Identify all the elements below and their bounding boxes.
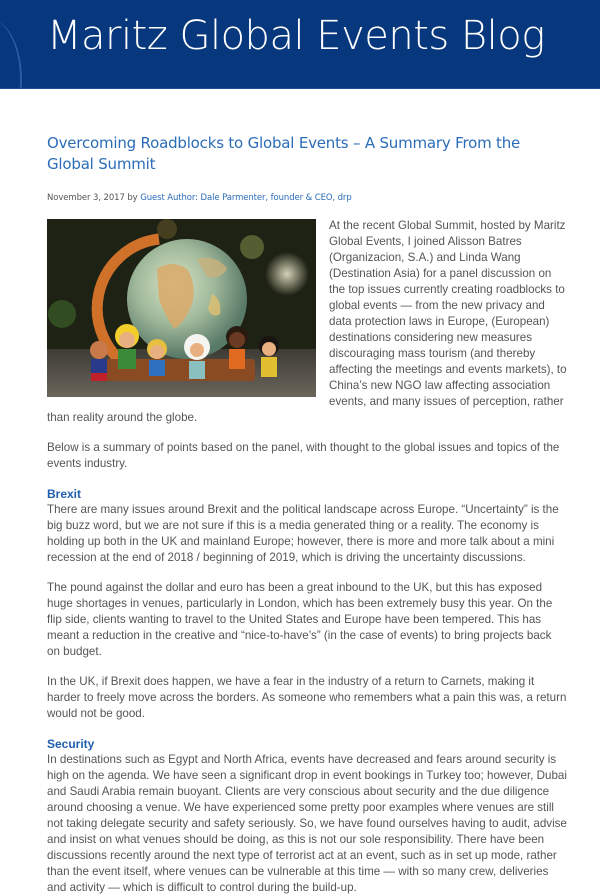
post-meta [47,193,567,203]
section-heading-brexit: Brexit [47,487,82,501]
globe-and-toys-illustration [47,219,316,397]
author-link[interactable]: Guest Author: Dale Parmenter, founder & CEO, drp [140,193,352,203]
site-title[interactable]: Maritz Global Events Blog [47,13,545,59]
post-date: November 3, 2017 [47,193,125,203]
intro-section [47,218,567,426]
by-label: by [127,193,138,203]
section-heading-security: Security [47,737,95,751]
section-security [47,736,567,896]
site-header [0,0,600,89]
intro-paragraph: At the recent Global Summit, hosted by Maritz Global Events, I joined Alisson Batres (Organizacion, S.A.) and Linda Wang (Destination Asia) for a panel discussion on the top issues currently creating roadblocks to global events — from the new privacy and data protection laws in Europe, (European) destinations considering new measures discouraging mass tourism (and thereby affecting the meetings and events markets), to China’s new NGO law affecting association events, and many issues of perception, rather than reality around the globe. [47,219,567,424]
brexit-paragraph: In the UK, if Brexit does happen, we have a fear in the industry of a return to Carnets, making it harder to freely move across the borders. As someone who remembers what a pain this was, a return would not be good. [47,675,567,720]
brexit-paragraph: There are many issues around Brexit and the political landscape across Europe. “Uncertainty” is the big buzz word, but we are not sure if this is a media generated thing or a reality. The economy is holding up both in the UK and mainland Europe; however, there is more and more talk about a mini recession at the end of 2018 / beginning of 2019, which is driving the uncertainty discussions. [47,503,559,564]
header-swoosh-decoration [0,20,22,89]
bokeh-light [265,252,309,296]
security-paragraph: In destinations such as Egypt and North Africa, events have decreased and fears around security is high on the agenda. We have seen a significant drop in event bookings in Turkey too; however, Dubai and Saudi Arabia remain buoyant. Clients are very conscious about security and the due diligence around choosing a venue. We have experienced some pretty poor examples where venues are still not taking delegate security and safety seriously. So, we have found ourselves having to audit, advise and insist on what venues should be doing, as this is not our sole responsibility. There have been discussions recently around the next type of terrorist act at an event, such as in set up mode, rather than the event itself, where venues can be vulnerable at this time — with so many crew, deliveries and activity — which is difficult to control during the build-up. [47,753,567,894]
hero-image [47,219,316,397]
blog-post [47,133,567,896]
summary-paragraph: Below is a summary of points based on the panel, with thought to the global issues and topics of the events industry. [47,441,560,470]
brexit-paragraph: The pound against the dollar and euro has been a great inbound to the UK, but this has exposed huge shortages in venues, particularly in London, which has been extremely busy this year. On the flip side, clients wanting to travel to the United States and Europe have been tempered. This has meant a reduction in the creative and “nice-to-have’s” (in the case of events) to bring projects back on budget. [47,581,553,658]
post-title[interactable]: Overcoming Roadblocks to Global Events – A Summary From the Global Summit [47,134,521,173]
section-brexit [47,486,567,722]
